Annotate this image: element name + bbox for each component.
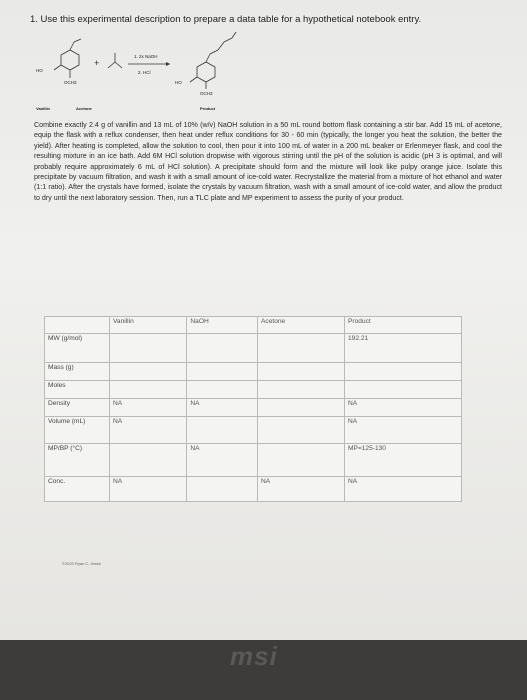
header-acetone: Acetone	[258, 317, 345, 334]
table-row	[45, 444, 462, 477]
table-row	[45, 381, 462, 399]
reagent-step1: 1. 2x NaOH	[134, 54, 158, 59]
table-cell	[110, 363, 187, 381]
table-row	[45, 363, 462, 381]
header-blank	[45, 317, 110, 334]
table-cell	[187, 334, 258, 363]
table-cell	[187, 477, 258, 502]
table-cell	[258, 334, 345, 363]
table-cell: 192.21	[345, 334, 462, 363]
row-label: MP/BP (°C)	[45, 444, 110, 477]
product-ho: HO	[175, 80, 182, 85]
reaction-scheme	[30, 28, 500, 118]
row-label: Volume (mL)	[45, 417, 110, 444]
table-cell	[345, 363, 462, 381]
table-cell	[345, 381, 462, 399]
table-row	[45, 477, 462, 502]
vanillin-och3: OCH3	[64, 80, 77, 85]
table-cell: NA	[345, 399, 462, 417]
vanillin-ho: HO	[36, 68, 43, 73]
table-cell	[258, 381, 345, 399]
row-label: Conc.	[45, 477, 110, 502]
table-row	[45, 417, 462, 444]
table-cell	[258, 363, 345, 381]
label-acetone: Acetone	[76, 106, 92, 111]
row-label: Density	[45, 399, 110, 417]
table-cell	[258, 417, 345, 444]
table-cell: NA	[345, 417, 462, 444]
product-structure	[190, 32, 236, 89]
header-naoh: NaOH	[187, 317, 258, 334]
row-label: Mass (g)	[45, 363, 110, 381]
row-label: MW (g/mol)	[45, 334, 110, 363]
table-cell: NA	[110, 477, 187, 502]
table-cell	[258, 444, 345, 477]
table-cell: NA	[345, 477, 462, 502]
plus-sign: +	[94, 58, 100, 68]
table-cell	[187, 363, 258, 381]
table-cell	[110, 444, 187, 477]
row-label: Moles	[45, 381, 110, 399]
product-och3: OCH3	[200, 91, 213, 96]
header-vanillin: Vanillin	[110, 317, 187, 334]
table-cell: NA	[110, 417, 187, 444]
table-header-row	[45, 317, 462, 334]
question-text: 1. Use this experimental description to prepare a data table for a hypothetical notebook entry.	[30, 14, 422, 25]
acetone-structure	[108, 53, 122, 68]
label-vanillin: Vanillin	[36, 106, 51, 111]
vanillin-structure	[54, 39, 81, 78]
data-table	[44, 316, 462, 502]
table-cell: NA	[187, 399, 258, 417]
header-product: Product	[345, 317, 462, 334]
table-cell: NA	[258, 477, 345, 502]
table-cell	[110, 334, 187, 363]
reagent-step2: 2. HCl	[138, 70, 151, 75]
arrow-head	[166, 62, 170, 66]
copyright-footer: ©2020 Ryan C. Jeske	[62, 561, 101, 566]
laptop-brand-logo: msi	[230, 641, 278, 671]
table-cell	[187, 417, 258, 444]
reaction-scheme-drawing	[30, 28, 500, 118]
procedure-paragraph: Combine exactly 2.4 g of vanillin and 13 mL of 10% (w/v) NaOH solution in a 50 mL round bottom flask containing a stir bar. Add 15 mL of acetone, equip the flask with a reflux condenser, then heat under reflux conditions for 30 - 60 min (typically, the longer you heat the solution, the better the yield). After heating is completed, allow the solution to cool, then pour it into 100 mL of water in a 200 mL beaker or Erlenmeyer flask, and cool the resulting mixture in an ice bath. Add 6M HCl solution dropwise with vigorous stirring until the pH of the solution is acidic (pH 3 is optimal, and will probably require approximately 6 mL of HCl solution). A precipitate should form and the mixture will look like pulpy orange juice. Isolate this precipitate by vacuum filtration, and wash it with a small amount of ice-cold water. Recrystallize the material from a mixture of hot ethanol and water (1:1 ratio). After the crystals have formed, isolate the crystals by vacuum filtration, wash with a small amount of ice-cold water, and allow the product to dry until the next laboratory session. Then, run a TLC plate and MP experiment to assess the purity of your product.	[34, 121, 502, 202]
label-product: Product	[200, 106, 216, 111]
table-cell	[187, 381, 258, 399]
table-cell	[258, 399, 345, 417]
table-cell: MP=125-130	[345, 444, 462, 477]
table-row	[45, 334, 462, 363]
table-row	[45, 399, 462, 417]
table-cell: NA	[110, 399, 187, 417]
table-cell	[110, 381, 187, 399]
table-cell: NA	[187, 444, 258, 477]
